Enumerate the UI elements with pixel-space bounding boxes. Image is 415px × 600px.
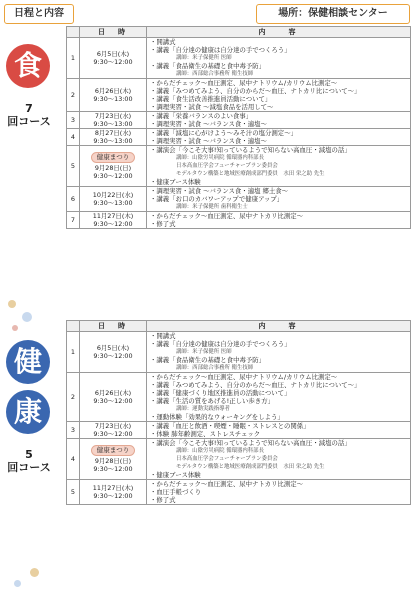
session-content (147, 480, 411, 505)
content-line: ・からだチェック～血圧測定、尿中ナトカリ比測定～ (150, 480, 303, 488)
lecturer-line: 日本高血圧学会フューチャープラン委員会 (176, 456, 278, 462)
table-row (67, 332, 411, 373)
table-row (67, 146, 411, 187)
lecturer-line: 講師：西部総合事務所 衛生技師 (176, 365, 254, 371)
header-date: 日 時 (80, 321, 147, 332)
session-datetime (80, 129, 147, 146)
table-header-row (67, 27, 411, 38)
session-number: 2 (67, 79, 80, 112)
content-line: ・血圧手帳づくり (150, 488, 202, 496)
session-datetime (80, 212, 147, 229)
lecturer-line: 講師：山陰労災病院 循環器内科部長 (176, 448, 264, 454)
course-label: 回コース (7, 115, 51, 128)
content-line: ・講義「食品衛生の基礎と食中毒予防」 (150, 62, 266, 70)
session-date: 9月28日(日) (94, 457, 132, 465)
content-line: ・講義「みつめてみよう、自分のからだ～血圧、ナトカリ比について～」 (150, 87, 361, 95)
session-time: 9:30～12:00 (93, 58, 133, 66)
header-content: 内 容 (147, 321, 411, 332)
session-number: 3 (67, 112, 80, 129)
table-row (67, 112, 411, 129)
table-row (67, 187, 411, 212)
session-date: 9月28日(日) (94, 164, 132, 172)
content-line: ・からだチェック～血圧測定、尿中ナトリウム/カリウム比測定～ (150, 373, 338, 381)
session-date: 8月27日(水) (94, 129, 132, 137)
session-date: 6月26日(木) (94, 389, 132, 397)
content-line: ・講義「お口のカバワーアップで健康アップ」 (150, 195, 284, 203)
decorative-dot (14, 580, 21, 587)
header-no (67, 27, 80, 38)
session-number: 1 (67, 38, 80, 79)
lecturer-line: 講師：米子保健所 歯科衛生士 (176, 204, 248, 210)
session-content (147, 112, 411, 129)
lecturer-line: 講師：米子保健所 医師 (176, 55, 232, 61)
session-datetime (80, 112, 147, 129)
session-content (147, 373, 411, 422)
content-line: ・調理実習・試食 ～バランス食・適塩 郷土食～ (150, 187, 289, 195)
session-time: 9:30～13:00 (93, 199, 133, 207)
session-date: 6月5日(木) (96, 50, 130, 58)
content-line: ・開講式 (150, 38, 176, 46)
session-datetime (80, 422, 147, 439)
table-row (67, 480, 411, 505)
lecturer-line: 講師：西部総合事務所 衛生技師 (176, 71, 254, 77)
session-time: 9:30～13:00 (93, 95, 133, 103)
session-datetime (80, 146, 147, 187)
table-row (67, 212, 411, 229)
session-date: 11月27日(木) (92, 484, 134, 492)
session-datetime (80, 187, 147, 212)
content-line: ・講義「減塩に心がけよう～みそ汁の塩分測定～」 (150, 129, 297, 137)
table-header-row (67, 321, 411, 332)
health-course-icon-1: 健 (6, 340, 50, 384)
session-content (147, 146, 411, 187)
session-number: 3 (67, 422, 80, 439)
course-number: 5 (25, 448, 33, 461)
session-number: 7 (67, 212, 80, 229)
session-content (147, 38, 411, 79)
content-line: ・講義「生活の質をあげる!正しい歩き方」 (150, 397, 274, 405)
content-line: ・講演会「今こそ大事!知っているようで知らない高血圧・減塩の話」 (150, 439, 351, 447)
session-datetime (80, 439, 147, 480)
session-number: 5 (67, 146, 80, 187)
session-time: 9:30～13:00 (93, 120, 133, 128)
lecturer-line: モデルタウン構築と地域医療創成部門委員 水田 栄之助 先生 (176, 464, 325, 470)
session-datetime (80, 79, 147, 112)
session-time: 9:30～12:00 (93, 430, 133, 438)
session-datetime (80, 373, 147, 422)
health-course-count (2, 448, 56, 474)
lecturer-line: 日本高血圧学会フューチャープラン委員会 (176, 163, 278, 169)
session-time: 9:30～12:00 (93, 492, 133, 500)
content-line: ・講義「自分達の健康は自分達の手でつくろう」 (150, 340, 291, 348)
content-line: ・講義「自分達の健康は自分達の手でつくろう」 (150, 46, 291, 54)
content-line: ・健康ブース体験 (150, 471, 201, 479)
session-content (147, 79, 411, 112)
session-content (147, 422, 411, 439)
content-line: ・からだチェック～血圧測定、尿中ナトリウム/カリウム比測定～ (150, 79, 338, 87)
session-content (147, 129, 411, 146)
schedule-heading: 日程と内容 (4, 4, 74, 24)
session-time: 9:30～13:00 (93, 137, 133, 145)
header-date: 日 時 (80, 27, 147, 38)
content-line: ・講演会「今こそ大事!知っているようで知らない高血圧・減塩の話」 (150, 146, 351, 154)
lecturer-line: モデルタウン構築と地域医療創成部門委員 水田 栄之助 先生 (176, 171, 325, 177)
content-line: ・修了式 (150, 220, 176, 228)
content-line: ・修了式 (150, 496, 176, 504)
content-line: ・講義「みつめてみよう、自分のからだ～血圧、ナトカリ比について～」 (150, 381, 361, 389)
health-course-schedule-table (66, 320, 411, 505)
session-number: 1 (67, 332, 80, 373)
content-line: ・健康ブース体験 (150, 178, 201, 186)
content-line: ・からだチェック～血圧測定、尿中ナトカリ比測定～ (150, 212, 303, 220)
table-row (67, 373, 411, 422)
content-line: ・講義「食生活改善推進員活動について」 (150, 95, 272, 103)
session-datetime (80, 480, 147, 505)
event-badge: 健康まつり (91, 445, 136, 456)
session-content (147, 212, 411, 229)
session-date: 11月27日(木) (92, 212, 134, 220)
session-time: 9:30～12:00 (93, 172, 133, 180)
session-time: 9:30～12:00 (93, 220, 133, 228)
session-number: 4 (67, 439, 80, 480)
food-course-icon: 食 (6, 44, 50, 88)
content-line: ・講義「健康づくり地区推進員の活動について」 (150, 389, 291, 397)
location-heading: 場所：保健相談センター (256, 4, 410, 24)
session-time: 9:30～12:00 (93, 397, 133, 405)
session-date: 7月23日(水) (94, 422, 132, 430)
lecturer-line: 講師：米子保健所 医師 (176, 349, 232, 355)
table-row (67, 422, 411, 439)
session-datetime (80, 332, 147, 373)
session-time: 9:30～12:00 (93, 352, 133, 360)
session-date: 10月22日(水) (92, 191, 134, 199)
health-course-icon-2: 康 (6, 390, 50, 434)
decorative-dot (30, 568, 39, 577)
event-badge: 健康まつり (91, 152, 136, 163)
content-line: ・体験 肺年齢測定、ストレスチェック (150, 430, 261, 438)
decorative-dot (8, 300, 16, 308)
food-course-schedule-table (66, 26, 411, 229)
course-label: 回コース (7, 461, 51, 474)
table-row (67, 79, 411, 112)
content-line: ・講義「栄養バランスのよい食事」 (150, 112, 253, 120)
content-line: ・開講式 (150, 332, 176, 340)
session-content (147, 187, 411, 212)
session-number: 4 (67, 129, 80, 146)
session-date: 6月5日(木) (96, 344, 130, 352)
table-row (67, 439, 411, 480)
content-line: ・調理実習・試食 ～バランス食・適塩～ (150, 137, 267, 145)
session-content (147, 439, 411, 480)
session-content (147, 332, 411, 373)
content-line: ・調理実習・試食 ～減塩食品を活用して～ (150, 103, 274, 111)
table-row (67, 38, 411, 79)
session-date: 7月23日(水) (94, 112, 132, 120)
session-number: 6 (67, 187, 80, 212)
content-line: ・調理実習・試食 ～バランス食・適塩～ (150, 120, 267, 128)
header-no (67, 321, 80, 332)
content-line: ・講義「食品衛生の基礎と食中毒予防」 (150, 356, 266, 364)
header-content: 内 容 (147, 27, 411, 38)
decorative-dot (22, 312, 32, 322)
lecturer-line: 講師：運動実践指導者 (176, 406, 230, 412)
session-time: 9:30～12:00 (93, 465, 133, 473)
session-datetime (80, 38, 147, 79)
session-number: 5 (67, 480, 80, 505)
content-line: ・講義「血圧と飲酒・喫煙・睡眠・ストレスとの関係」 (150, 422, 310, 430)
content-line: ・運動体験「効果的なウォーキングをしよう」 (150, 413, 284, 421)
food-course-count (2, 102, 56, 128)
table-row (67, 129, 411, 146)
session-date: 6月26日(木) (94, 87, 132, 95)
course-number: 7 (25, 102, 33, 115)
lecturer-line: 講師：山陰労災病院 循環器内科部長 (176, 155, 264, 161)
decorative-dot (12, 325, 18, 331)
session-number: 2 (67, 373, 80, 422)
